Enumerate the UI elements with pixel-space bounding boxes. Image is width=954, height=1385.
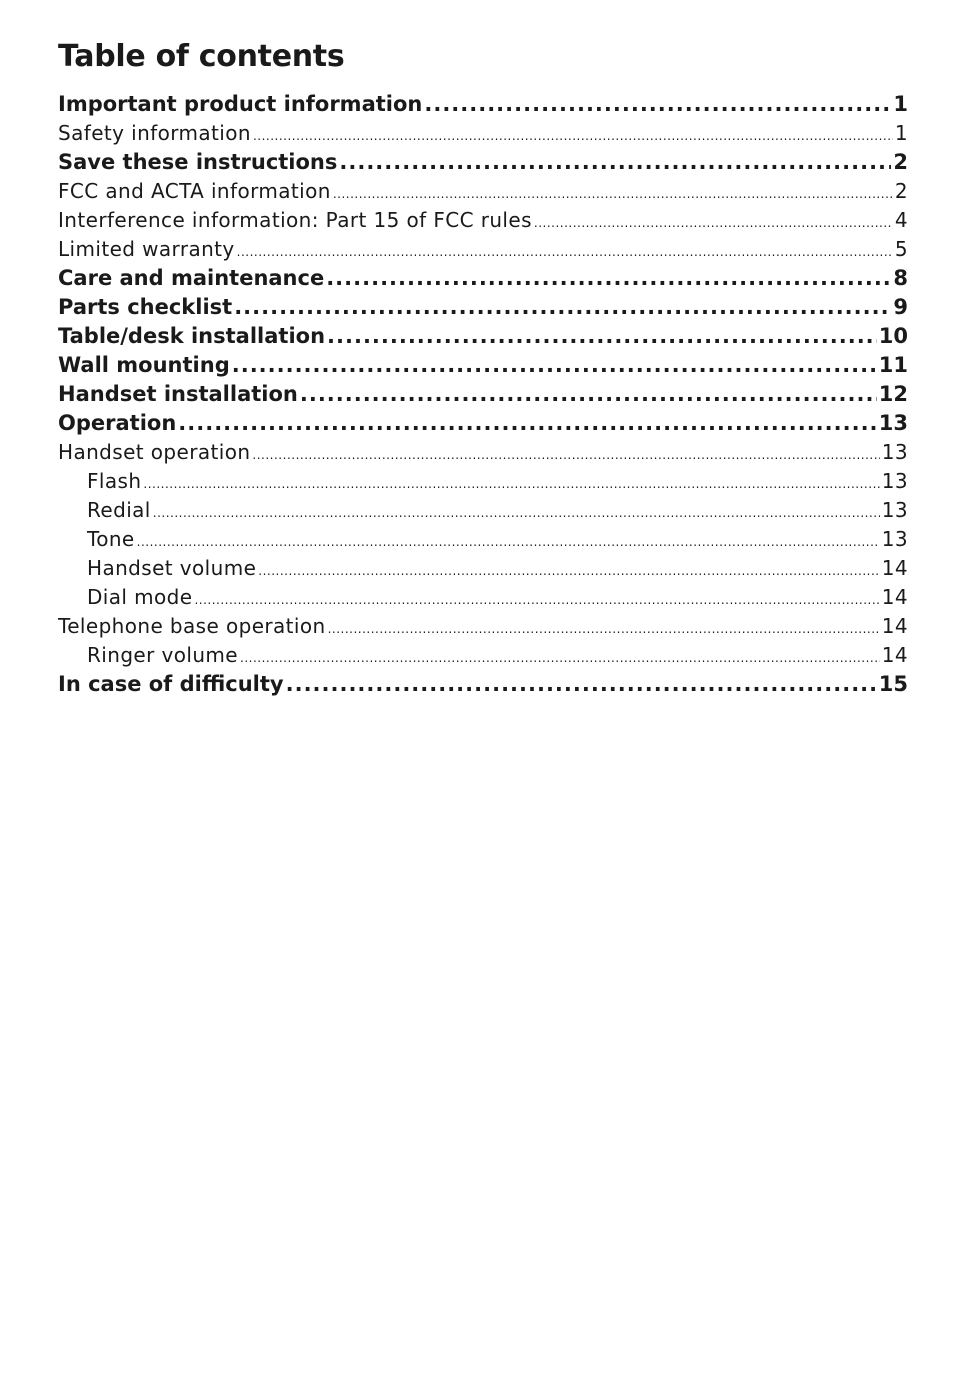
dot-leader: [234, 293, 891, 322]
toc-entry-page: 14: [881, 614, 908, 638]
toc-entry-label: Safety information: [58, 121, 251, 145]
toc-entry-page: 14: [881, 556, 908, 580]
toc-entry-label: Interference information: Part 15 of FCC rules: [58, 208, 532, 232]
toc-entry-table-desk-installation[interactable]: [58, 322, 908, 351]
toc-entry-page: 13: [881, 469, 908, 493]
toc-entry-label: Care and maintenance: [58, 266, 325, 290]
page-title: Table of contents: [58, 39, 345, 74]
toc-entry-page: 2: [893, 150, 908, 174]
dot-leader: [240, 644, 880, 670]
dot-leader: [286, 670, 877, 699]
dot-leader: [178, 409, 876, 438]
toc-entry-operation[interactable]: [58, 409, 908, 438]
toc-entry-in-case-of-difficulty[interactable]: [58, 670, 908, 699]
toc-entry-fcc-and-acta-information[interactable]: [58, 177, 908, 206]
toc-entry-label: Flash: [87, 469, 142, 493]
toc-entry-label: Limited warranty: [58, 237, 235, 261]
dot-leader: [339, 148, 891, 177]
toc-entry-redial[interactable]: [58, 496, 908, 525]
dot-leader: [327, 322, 877, 351]
toc-entry-page: 11: [878, 353, 908, 377]
toc-entry-label: Parts checklist: [58, 295, 233, 319]
toc-entry-label: Save these instructions: [58, 150, 338, 174]
toc-entry-label: Dial mode: [87, 585, 193, 609]
toc-entry-safety-information[interactable]: [58, 119, 908, 148]
dot-leader: [153, 499, 880, 525]
toc-entry-label: Wall mounting: [58, 353, 230, 377]
toc-entry-label: Handset volume: [87, 556, 257, 580]
toc-entry-save-these-instructions[interactable]: [58, 148, 908, 177]
toc-entry-page: 1: [893, 92, 908, 116]
toc-entry-page: 13: [878, 411, 908, 435]
dot-leader: [333, 180, 893, 206]
toc-entry-label: Telephone base operation: [58, 614, 326, 638]
toc-entry-page: 4: [894, 208, 908, 232]
dot-leader: [300, 380, 877, 409]
dot-leader: [194, 586, 879, 612]
dot-leader: [326, 264, 891, 293]
dot-leader: [424, 90, 891, 119]
toc-entry-page: 13: [881, 527, 908, 551]
toc-entry-parts-checklist[interactable]: [58, 293, 908, 322]
toc-entry-flash[interactable]: [58, 467, 908, 496]
toc-entry-handset-installation[interactable]: [58, 380, 908, 409]
dot-leader: [258, 557, 879, 583]
toc-entry-label: Table/desk installation: [58, 324, 326, 348]
toc-entry-page: 14: [881, 643, 908, 667]
dot-leader: [328, 615, 880, 641]
toc-entry-tone[interactable]: [58, 525, 908, 554]
toc-entry-page: 12: [878, 382, 908, 406]
toc-entry-label: Operation: [58, 411, 177, 435]
toc-entry-page: 14: [881, 585, 908, 609]
toc-entry-handset-volume[interactable]: [58, 554, 908, 583]
toc-entry-important-product-information[interactable]: [58, 90, 908, 119]
dot-leader: [143, 470, 879, 496]
dot-leader: [237, 238, 893, 264]
toc-entry-label: FCC and ACTA information: [58, 179, 331, 203]
toc-entry-label: Ringer volume: [87, 643, 239, 667]
toc-entry-page: 8: [893, 266, 908, 290]
toc-entry-page: 13: [881, 498, 908, 522]
toc-entry-ringer-volume[interactable]: [58, 641, 908, 670]
toc-entry-wall-mounting[interactable]: [58, 351, 908, 380]
toc-entry-telephone-base-operation[interactable]: [58, 612, 908, 641]
toc-entry-page: 13: [881, 440, 908, 464]
toc-page: [58, 38, 908, 699]
toc-entry-label: Redial: [87, 498, 151, 522]
toc-entry-page: 10: [878, 324, 908, 348]
toc-entry-page: 1: [894, 121, 908, 145]
dot-leader: [253, 122, 893, 148]
toc-entry-page: 5: [894, 237, 908, 261]
dot-leader: [232, 351, 877, 380]
toc-entry-label: Tone: [87, 527, 135, 551]
toc-entry-handset-operation[interactable]: [58, 438, 908, 467]
toc-entry-label: In case of difficulty: [58, 672, 284, 696]
toc-entry-interference-information[interactable]: [58, 206, 908, 235]
toc-entry-limited-warranty[interactable]: [58, 235, 908, 264]
toc-entry-label: Important product information: [58, 92, 423, 116]
toc-entry-care-and-maintenance[interactable]: [58, 264, 908, 293]
dot-leader: [534, 209, 893, 235]
toc-entry-dial-mode[interactable]: [58, 583, 908, 612]
toc-entry-page: 15: [878, 672, 908, 696]
toc-entry-label: Handset installation: [58, 382, 298, 406]
toc-entry-page: 9: [893, 295, 908, 319]
dot-leader: [252, 441, 879, 467]
toc-entry-label: Handset operation: [58, 440, 251, 464]
dot-leader: [137, 528, 880, 554]
toc-entry-page: 2: [894, 179, 908, 203]
toc-list: [58, 90, 908, 699]
